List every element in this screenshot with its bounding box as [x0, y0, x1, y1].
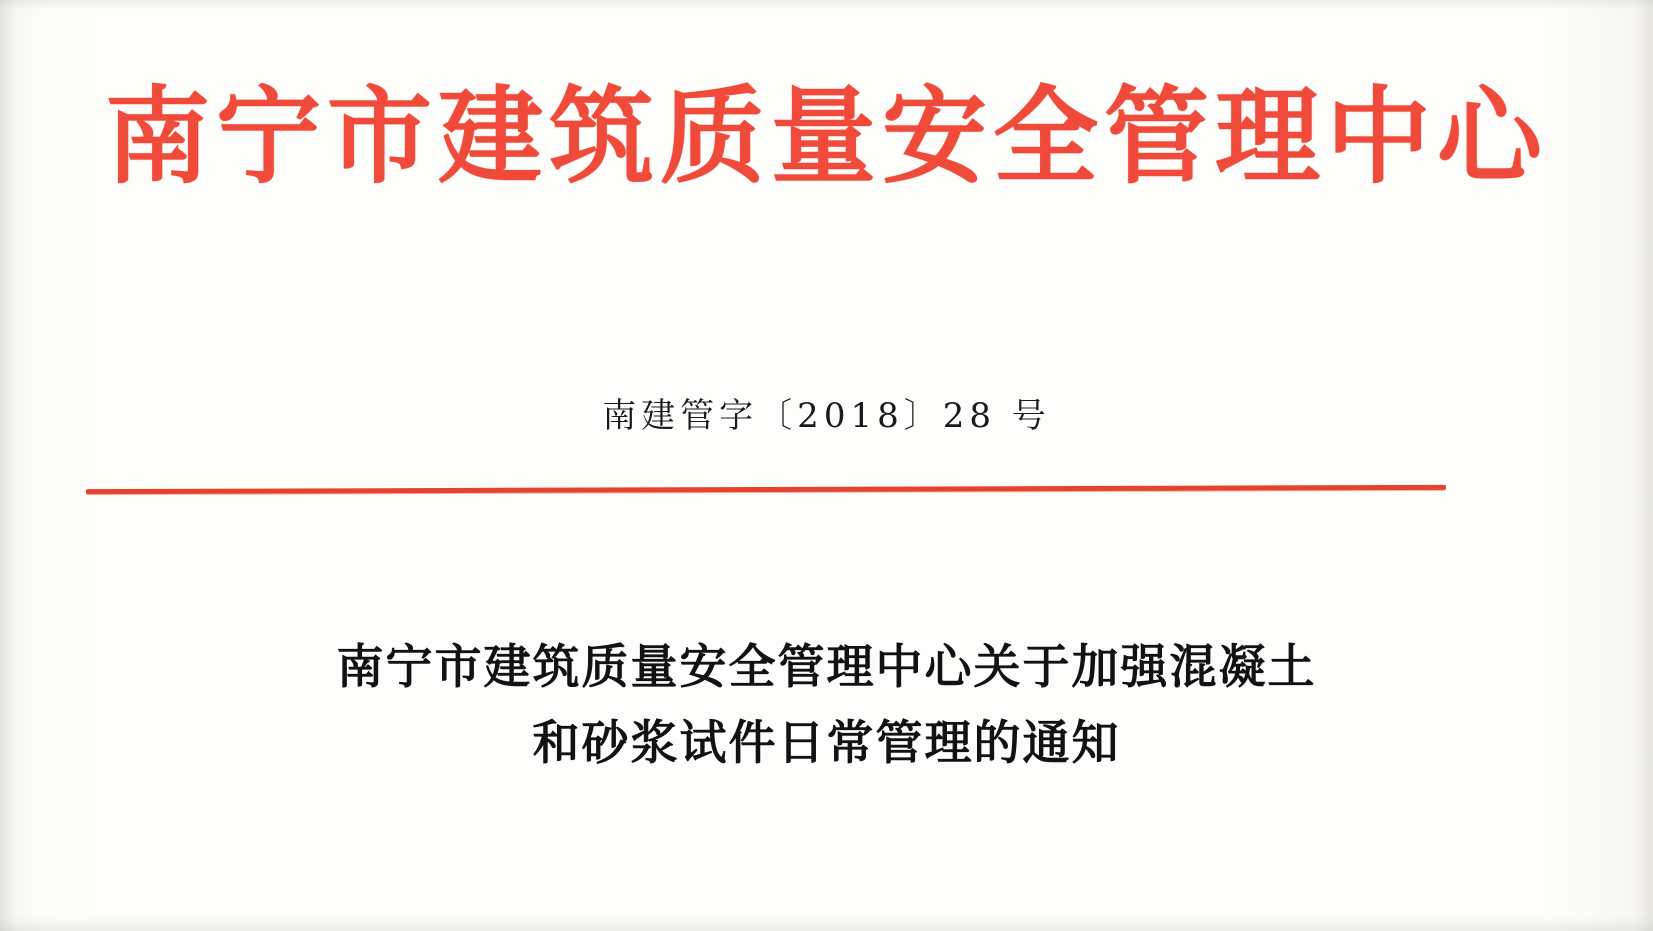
document-subject-line-2: 和砂浆试件日常管理的通知 [532, 716, 1121, 772]
scan-edge-bottom [0, 917, 1653, 931]
issuing-organization-title: 南宁市建筑质量安全管理中心 [104, 74, 1548, 198]
document-subject-line-1: 南宁市建筑质量安全管理中心关于加强混凝土 [336, 640, 1317, 695]
document-number: 南建管字〔2018〕28 号 [602, 396, 1051, 436]
scan-edge-top [0, 0, 1653, 10]
document-subject [0, 630, 1653, 782]
document-header [0, 74, 1653, 198]
red-separator-rule [86, 485, 1446, 494]
